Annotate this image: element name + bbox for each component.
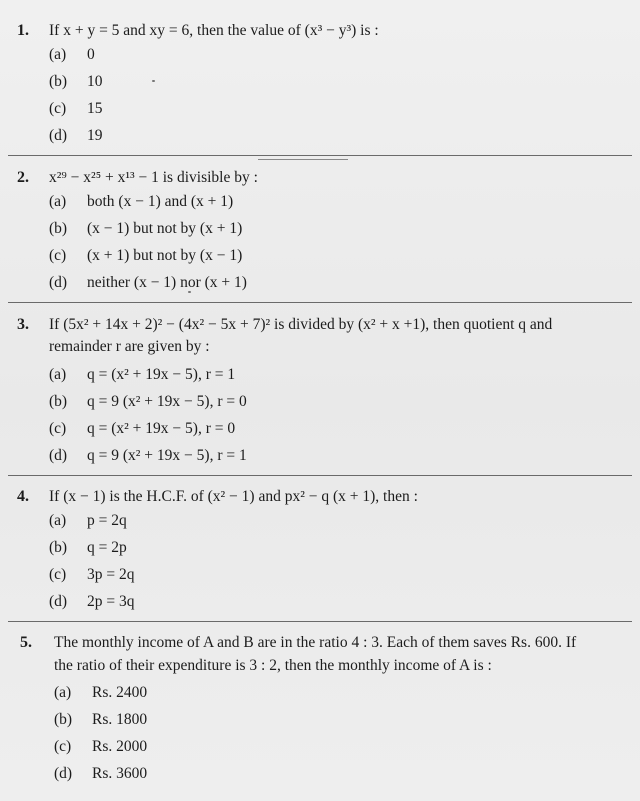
question-text: x²⁹ − x²⁵ + x¹³ − 1 is divisible by : — [49, 169, 258, 186]
option-label: (a) — [49, 193, 67, 210]
question-text-line-2: remainder r are given by : — [49, 338, 210, 355]
option-text: q = 9 (x² + 19x − 5), r = 1 — [87, 447, 247, 464]
option-c — [49, 100, 103, 118]
option-label: (d) — [54, 765, 73, 782]
option-b — [49, 73, 103, 91]
option-text: q = (x² + 19x − 5), r = 1 — [87, 366, 236, 383]
option-text: both (x − 1) and (x + 1) — [87, 193, 234, 210]
option-text: (x + 1) but not by (x − 1) — [87, 247, 243, 264]
question-number: 5. — [20, 634, 32, 651]
option-text: 15 — [87, 100, 103, 117]
option-text: 2p = 3q — [87, 593, 135, 610]
option-label: (c) — [54, 738, 72, 755]
option-label: (c) — [49, 566, 67, 583]
option-c — [49, 247, 242, 265]
question-number: 2. — [17, 169, 29, 186]
divider — [8, 302, 632, 303]
option-text: p = 2q — [87, 512, 127, 529]
option-label: (d) — [49, 447, 68, 464]
question-number: 3. — [17, 316, 29, 333]
question-text: If (x − 1) is the H.C.F. of (x² − 1) and px² − q (x + 1), then : — [49, 488, 418, 505]
option-label: (a) — [49, 512, 67, 529]
option-c — [49, 566, 135, 584]
option-b — [49, 393, 247, 411]
option-d — [49, 127, 103, 145]
option-a — [54, 684, 147, 702]
option-label: (c) — [49, 100, 67, 117]
option-label: (a) — [49, 366, 67, 383]
question-text-line-2: the ratio of their expenditure is 3 : 2, then the monthly income of A is : — [54, 657, 492, 674]
option-text: Rs. 2000 — [92, 738, 148, 755]
option-label: (d) — [49, 593, 68, 610]
option-a — [49, 193, 233, 211]
option-d — [49, 593, 135, 611]
option-label: (c) — [49, 420, 67, 437]
scan-mark — [258, 159, 348, 160]
option-text: 0 — [87, 46, 95, 63]
option-text: Rs. 3600 — [92, 765, 148, 782]
scan-speck — [188, 291, 191, 293]
option-label: (b) — [54, 711, 73, 728]
option-label: (b) — [49, 73, 68, 90]
option-text: q = 2p — [87, 539, 127, 556]
option-text: 3p = 2q — [87, 566, 135, 583]
option-label: (d) — [49, 274, 68, 291]
option-d — [54, 765, 147, 783]
option-text: 19 — [87, 127, 103, 144]
option-b — [54, 711, 147, 729]
option-c — [49, 420, 235, 438]
question-number: 1. — [17, 22, 29, 39]
option-text: q = (x² + 19x − 5), r = 0 — [87, 420, 236, 437]
option-b — [49, 539, 127, 557]
option-c — [54, 738, 147, 756]
option-label: (d) — [49, 127, 68, 144]
question-text-line-1: The monthly income of A and B are in the ratio 4 : 3. Each of them saves Rs. 600. If — [54, 634, 577, 651]
option-label: (c) — [49, 247, 67, 264]
option-a — [49, 46, 95, 64]
divider — [8, 155, 632, 156]
option-text: neither (x − 1) nor (x + 1) — [87, 274, 247, 291]
scan-speck — [152, 80, 155, 82]
option-d — [49, 447, 247, 465]
option-label: (a) — [54, 684, 72, 701]
option-text: 10 — [87, 73, 103, 90]
question-text: If x + y = 5 and xy = 6, then the value of (x³ − y³) is : — [49, 22, 379, 39]
option-label: (b) — [49, 393, 68, 410]
option-label: (b) — [49, 539, 68, 556]
question-number: 4. — [17, 488, 29, 505]
option-b — [49, 220, 242, 238]
divider — [8, 475, 632, 476]
divider — [8, 621, 632, 622]
option-label: (a) — [49, 46, 67, 63]
question-text-line-1: If (5x² + 14x + 2)² − (4x² − 5x + 7)² is divided by (x² + x +1), then quotient q and — [49, 316, 553, 333]
option-a — [49, 366, 235, 384]
option-d — [49, 274, 247, 292]
option-text: q = 9 (x² + 19x − 5), r = 0 — [87, 393, 247, 410]
option-text: (x − 1) but not by (x + 1) — [87, 220, 243, 237]
option-a — [49, 512, 127, 530]
option-text: Rs. 1800 — [92, 711, 148, 728]
option-text: Rs. 2400 — [92, 684, 148, 701]
option-label: (b) — [49, 220, 68, 237]
